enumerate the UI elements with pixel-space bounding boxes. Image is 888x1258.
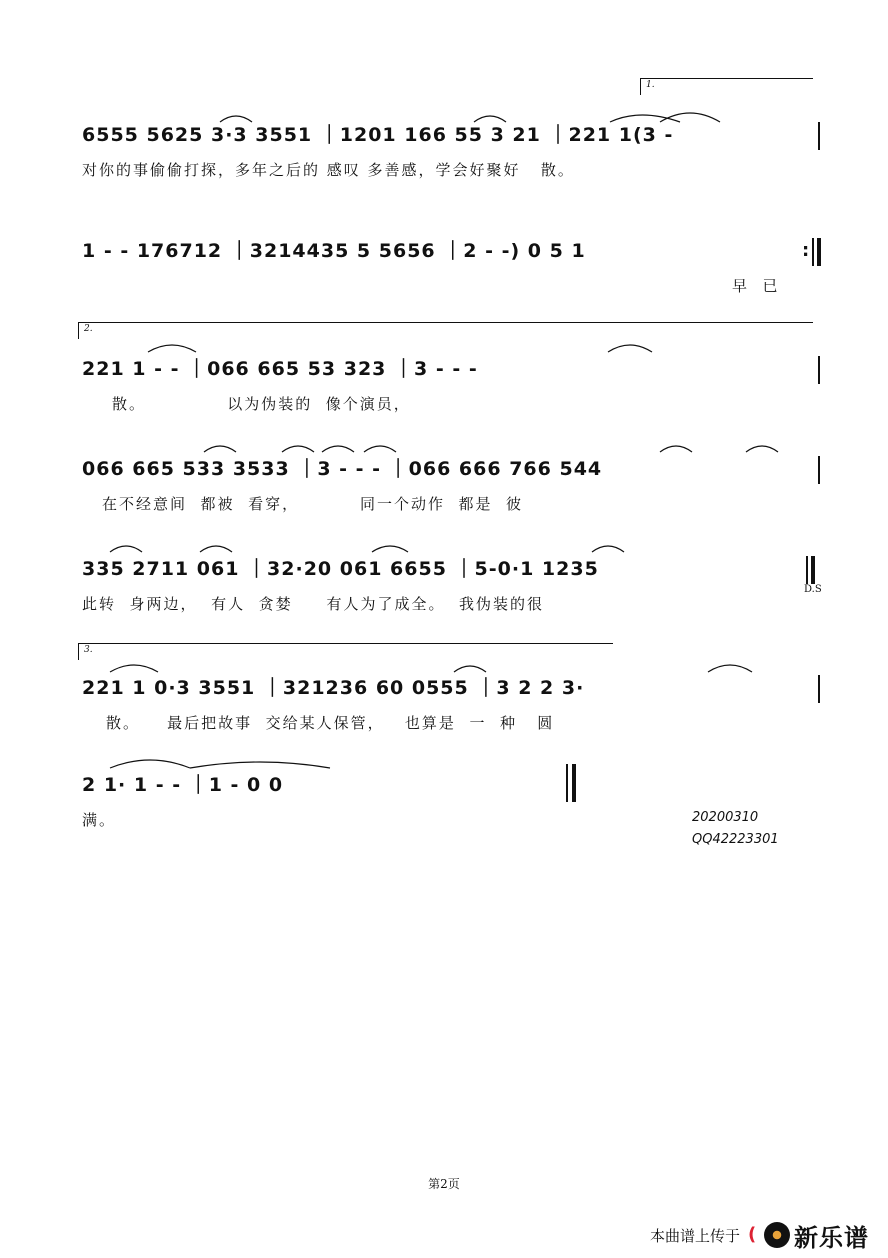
logo-text: 新乐谱	[794, 1224, 869, 1252]
date-stamp: 20200310	[692, 810, 759, 825]
lyrics-row-7: 满。	[82, 811, 117, 829]
lyrics-row-1: 对你的事偷偷打探，多年之后的 感叹 多善感，学会好聚好 散。	[82, 161, 575, 179]
notes-row-4: 066 665 533 3533 ｜3 - - - ｜066 666 766 544	[82, 458, 603, 480]
notes-row-7: 2 1· 1 - - ｜1 - 0 0	[82, 774, 284, 796]
notes-row-5: 335 2711 061 ｜32·20 061 6655 ｜5-0·1 1235	[82, 558, 599, 580]
volta-label-2: 2.	[84, 324, 93, 334]
repeat-sign: :	[802, 240, 810, 261]
lyrics-row-4: 在不经意间 都被 看穿， 同一个动作 都是 彼	[102, 495, 524, 513]
ds-mark: D.S	[804, 584, 822, 595]
upload-caption: 本曲谱上传于	[650, 1227, 741, 1245]
lyrics-row-6: 散。 最后把故事 交给某人保管， 也算是 一 种 圆	[106, 714, 555, 732]
qq-stamp: QQ42223301	[692, 832, 779, 847]
page-number: 第2页	[428, 1177, 460, 1191]
notes-row-1: 6555 5625 3·3 3551 ｜1201 166 55 3 21 ｜221 1(3 -	[82, 124, 674, 146]
volta-label-3: 3.	[84, 645, 93, 655]
volta-label-1: 1.	[646, 80, 655, 90]
lyrics-row-5: 此转 身两边， 有人 贪婪 有人为了成全。 我伪装的很	[82, 595, 544, 613]
notes-row-3: 221 1 - - ｜066 665 53 323 ｜3 - - -	[82, 358, 478, 380]
notes-row-6: 221 1 0·3 3551 ｜321236 60 0555 ｜3 2 2 3·	[82, 677, 585, 699]
lyrics-row-3: 散。 以为伪装的 像个演员，	[112, 395, 411, 413]
notes-row-2: 1 - - 176712 ｜3214435 5 5656 ｜2 - -) 0 5 1	[82, 240, 586, 262]
lyrics-row-2: 早 已	[732, 277, 780, 295]
logo-bracket: (	[748, 1224, 757, 1245]
